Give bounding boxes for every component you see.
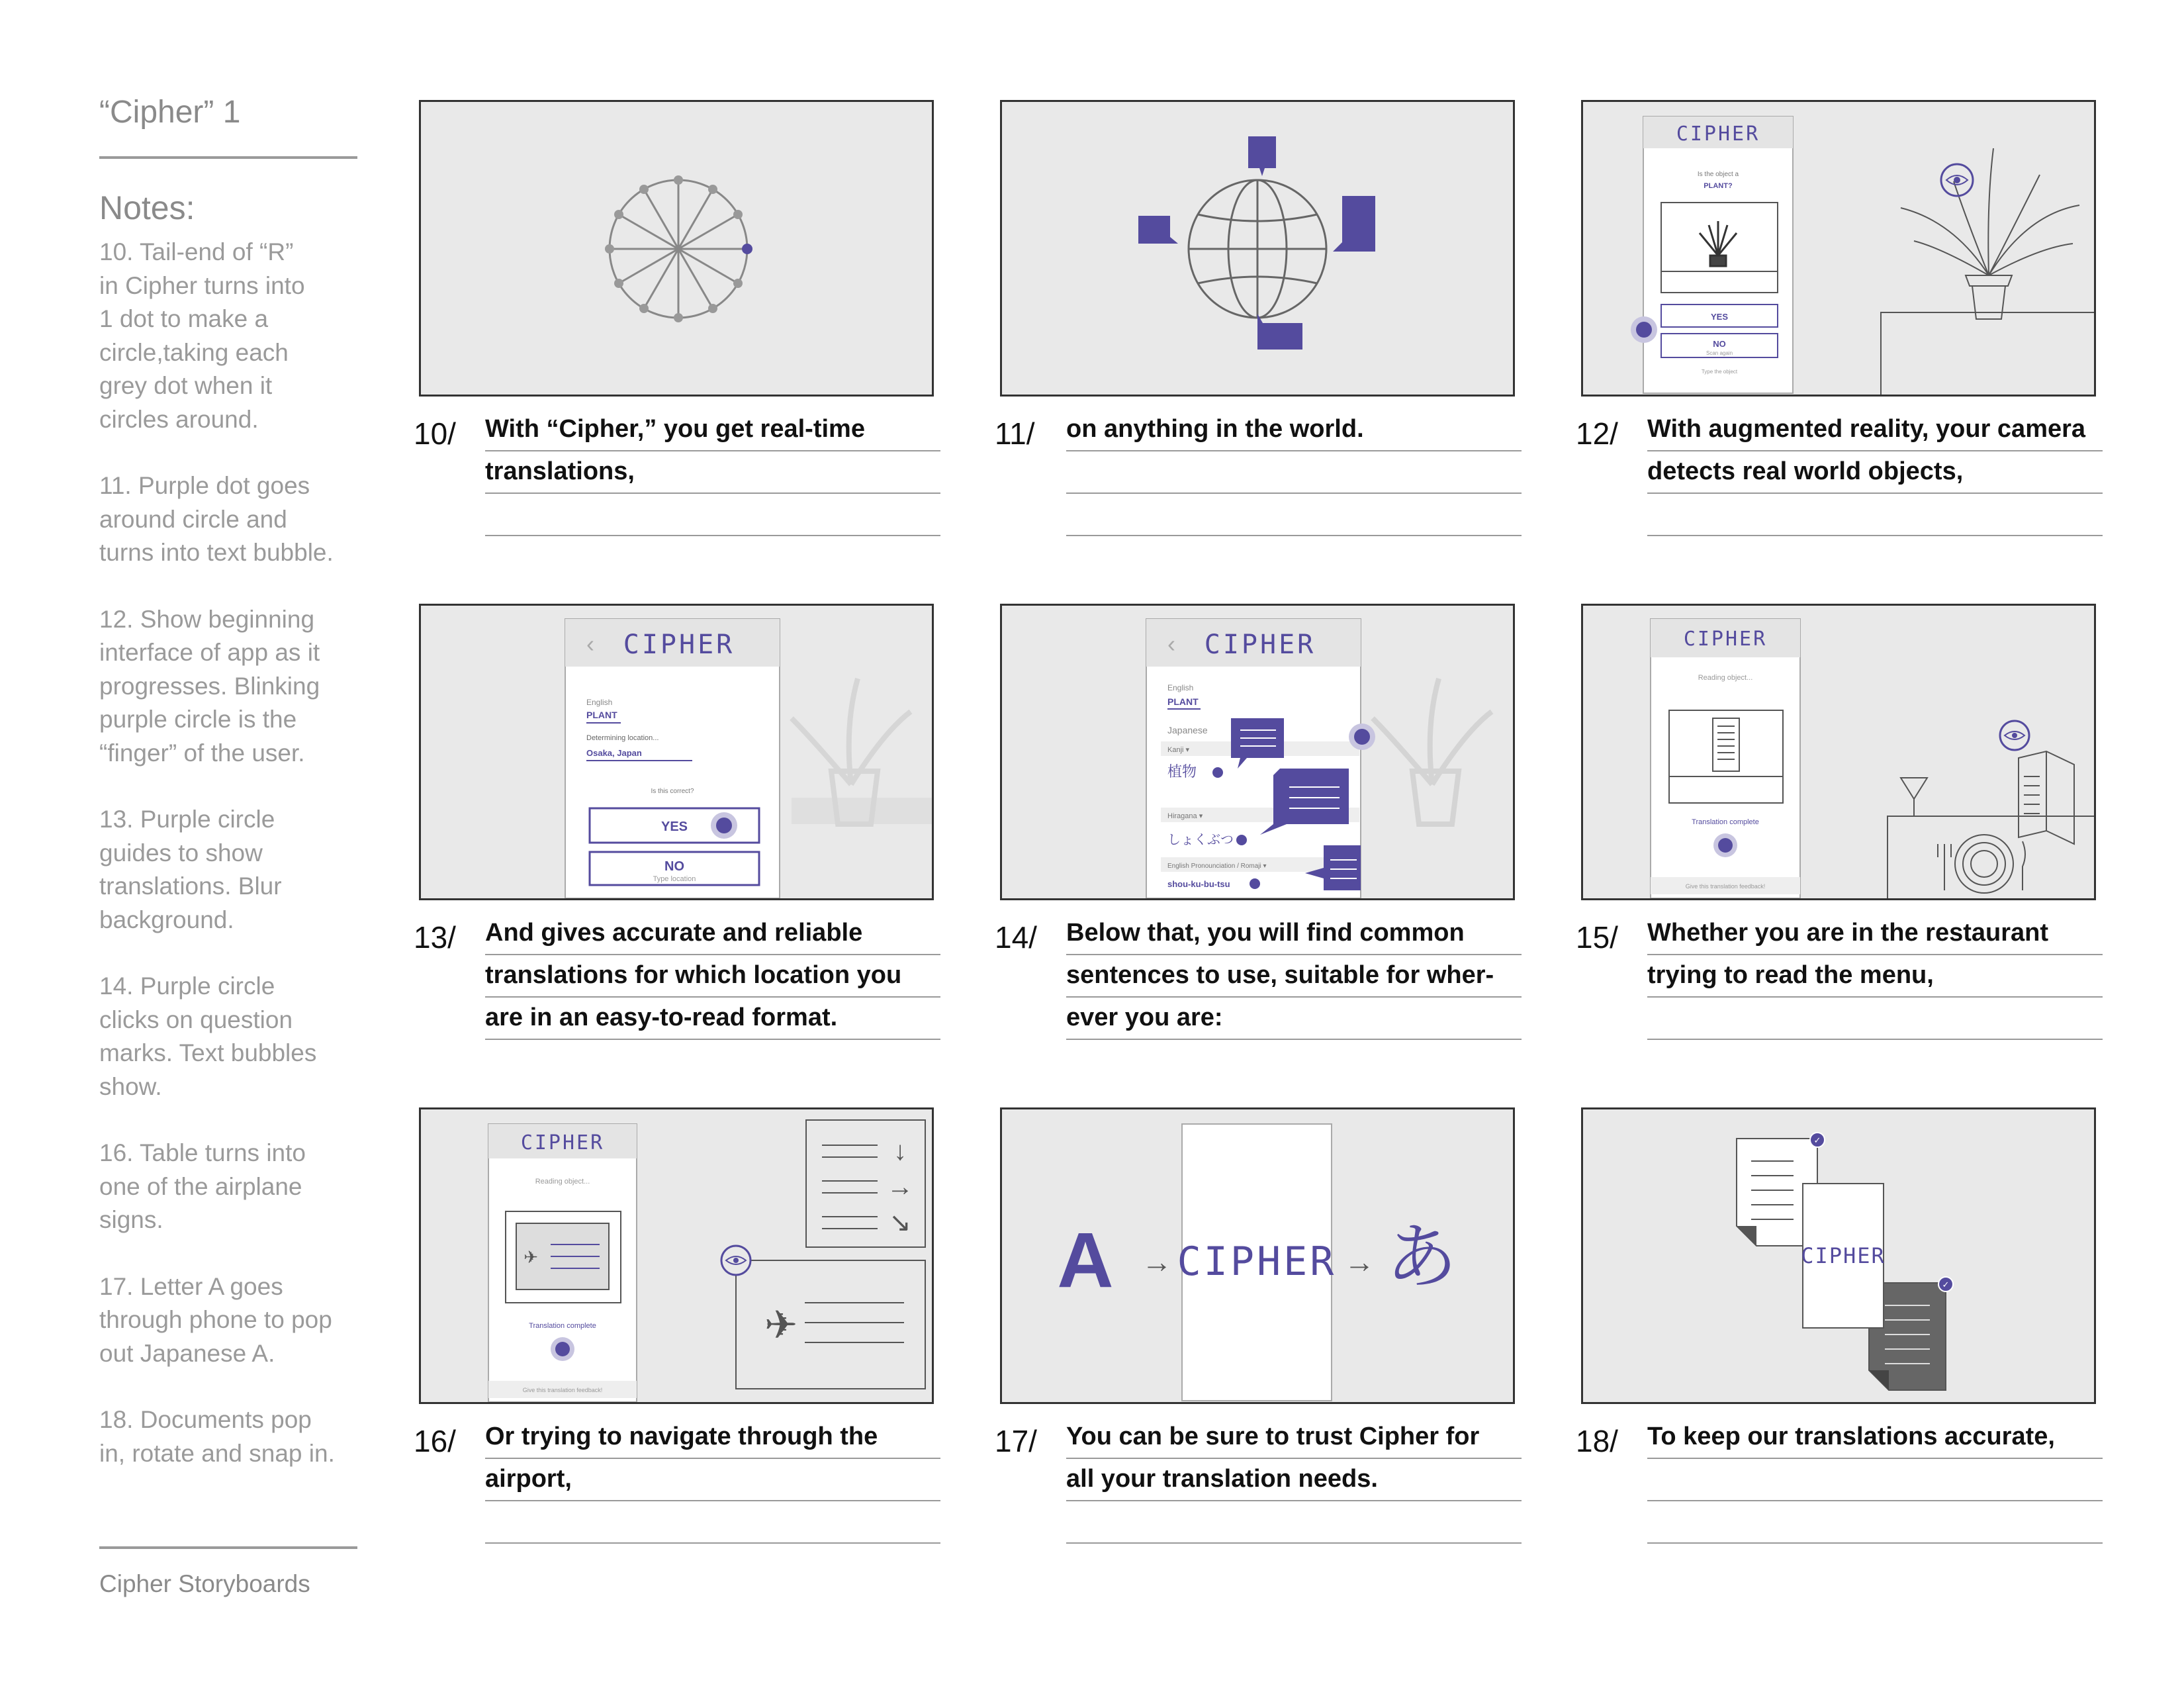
note-line: 17. Letter A goes [99,1272,283,1300]
svg-text:Type the object: Type the object [1701,369,1738,375]
frame-13-illustration [421,606,932,898]
svg-text:Translation complete: Translation complete [1692,818,1759,826]
svg-text:Give this translation feedback: Give this translation feedback! [1685,883,1766,890]
note-line: 16. Table turns into [99,1139,306,1166]
check-icon: ✓ [1813,1135,1821,1145]
frame-number: 13/ [414,920,456,955]
note-5 [99,1137,364,1237]
svg-text:しょくぶつ: しょくぶつ [1167,833,1234,847]
back-icon: ‹ [586,630,594,657]
svg-text:Kanji ▾: Kanji ▾ [1167,746,1190,754]
caption-text: You can be sure to trust Cipher for [1066,1423,1480,1450]
frame-14 [1000,604,1515,900]
caption-text: sentences to use, suitable for wher- [1066,961,1494,989]
note-line: 13. Purple circle [99,806,275,833]
svg-text:PLANT: PLANT [1167,696,1199,707]
globe [1189,180,1326,318]
frame-15 [1581,604,2096,900]
caption-rule [485,1504,940,1544]
svg-text:PLANT?: PLANT? [1704,182,1733,190]
note-2 [99,603,364,771]
svg-text:English: English [586,698,613,707]
menu-page-lines [2024,776,2040,814]
title-divider [99,156,357,159]
finger-dot [716,818,732,833]
note-line: in, rotate and snap in. [99,1439,335,1467]
cipher-logo: CIPHER [520,1131,605,1154]
note-line: through phone to pop [99,1306,332,1333]
note-line: 11. Purple dot goes [99,472,310,499]
svg-text:Determining location...: Determining location... [586,734,659,742]
svg-text:NO: NO [664,859,684,874]
caption-rule [485,496,940,536]
finger-dot [1354,729,1370,745]
note-3 [99,803,364,937]
caption-text: To keep our translations accurate, [1647,1423,2055,1450]
svg-text:Hiragana ▾: Hiragana ▾ [1167,812,1203,820]
caption-text: trying to read the menu, [1647,961,1934,989]
caption-text: detects real world objects, [1647,457,1964,485]
caption-text: on anything in the world. [1066,415,1364,443]
frame-18 [1581,1107,2096,1404]
frame-11 [1000,100,1515,397]
note-line: “finger” of the user. [99,739,305,767]
svg-text:Reading object...: Reading object... [535,1178,590,1186]
svg-text:NO: NO [1713,339,1726,349]
cipher-logo: CIPHER [623,630,735,660]
svg-text:Give this translation feedback: Give this translation feedback! [522,1387,603,1393]
note-line: turns into text bubble. [99,539,334,566]
caption-rule [1647,496,2103,536]
svg-text:植物: 植物 [1167,763,1197,780]
storyboard-title: “Cipher” 1 [99,95,241,130]
note-line: 14. Purple circle [99,972,275,1000]
caption-text: Or trying to navigate through the [485,1423,878,1450]
caption-rule [1066,1504,1522,1544]
frame-18-illustration [1583,1109,2094,1402]
arrow-right-icon: → [887,1172,913,1201]
note-6 [99,1270,364,1371]
frame-14-illustration [1002,606,1513,898]
caption-text: With “Cipher,” you get real-time [485,415,865,443]
svg-text:shou-ku-bu-tsu: shou-ku-bu-tsu [1167,879,1230,889]
svg-text:Scan again: Scan again [1706,350,1733,356]
cipher-logo: CIPHER [1683,628,1768,651]
storyboard-footer: Cipher Storyboards [99,1570,310,1597]
blurred-plant [1373,679,1492,824]
svg-text:YES: YES [660,820,688,834]
note-line: out Japanese A. [99,1339,275,1367]
camera-view [1661,203,1778,293]
frame-number: 18/ [1576,1424,1618,1458]
caption-text: airport, [485,1465,572,1493]
note-line: one of the airplane [99,1172,302,1200]
japanese-a: あ [1385,1217,1458,1297]
frame-number: 15/ [1576,920,1618,955]
note-1 [99,469,364,570]
note-7 [99,1403,364,1470]
frame-17 [1000,1107,1515,1404]
note-line: show. [99,1072,162,1100]
notes-sidebar [99,93,364,1470]
frame-number: 16/ [414,1424,456,1458]
airplane-icon: ✈ [764,1303,798,1347]
svg-text:Osaka, Japan: Osaka, Japan [586,748,642,758]
note-line: 18. Documents pop [99,1406,312,1433]
finger-dot [1718,838,1733,853]
caption-text: With augmented reality, your camera [1647,415,2086,443]
svg-text:PLANT: PLANT [586,710,617,720]
caption-text: all your translation needs. [1066,1465,1378,1493]
footer-divider [99,1546,357,1549]
frame-number: 17/ [995,1424,1037,1458]
notes-heading: Notes: [99,189,195,226]
note-line: 12. Show beginning [99,605,315,633]
svg-text:Is this correct?: Is this correct? [651,788,694,795]
caption-text: ever you are: [1066,1004,1223,1031]
frame-11-illustration [1002,102,1513,395]
svg-text:Translation complete: Translation complete [529,1322,596,1330]
svg-text:YES: YES [1710,312,1729,322]
note-line: 1 dot to make a [99,305,269,332]
frame-16-illustration [421,1109,932,1402]
frame-number: 14/ [995,920,1037,955]
svg-text:Is the object a: Is the object a [1697,171,1739,178]
note-4 [99,970,364,1103]
note-line: around circle and [99,505,287,533]
frame-10-illustration [421,102,932,395]
caption-rule [1066,496,1522,536]
note-line: guides to show [99,839,263,867]
caption-text: Whether you are in the restaurant [1647,919,2049,947]
svg-text:Type location: Type location [653,875,696,883]
restaurant-scene [1888,751,2094,898]
note-line: translations. Blur [99,872,282,900]
note-line: signs. [99,1206,163,1233]
plant-scene [1881,148,2094,395]
notes-list [99,236,364,1470]
caption-text: Below that, you will find common [1066,919,1465,947]
note-line: clicks on question [99,1006,293,1033]
note-line: circle,taking each [99,338,289,366]
caption-rule [1066,454,1522,494]
frame-12 [1581,100,2096,397]
note-line: interface of app as it [99,639,320,666]
arrow-down-icon: ↓ [893,1137,907,1166]
frame-number: 12/ [1576,416,1618,451]
frame-number: 10/ [414,416,456,451]
caption-rule [1647,1462,2103,1501]
svg-text:Japanese: Japanese [1167,725,1208,735]
frame-number: 11/ [995,416,1035,451]
caption-text: And gives accurate and reliable [485,919,863,947]
airplane-icon: ✈ [523,1247,538,1267]
dot-circle [610,180,747,318]
svg-text:English Pronounciation / Romaj: English Pronounciation / Romaji ▾ [1167,863,1267,870]
frame-12-illustration [1583,102,2094,395]
letter-a: A [1057,1217,1114,1304]
frame-15-illustration [1583,606,2094,898]
frame-16 [419,1107,934,1404]
caption-rule [1647,1504,2103,1544]
note-line: purple circle is the [99,706,297,733]
note-line: 10. Tail-end of “R” [99,238,294,265]
check-icon: ✓ [1942,1280,1950,1289]
cipher-logo: CIPHER [1801,1243,1886,1268]
caption-text: translations for which location you [485,961,902,989]
note-line: progresses. Blinking [99,672,320,700]
back-icon: ‹ [1167,630,1175,657]
cipher-logo: CIPHER [1204,630,1316,660]
cipher-logo: CIPHER [1177,1239,1337,1285]
purple-dot [742,244,752,254]
caption-rule [1647,1000,2103,1040]
finger-dot [1636,322,1652,338]
arrow-down-right-icon: ↘ [889,1208,911,1237]
svg-text:English: English [1167,683,1194,692]
note-line: background. [99,906,234,933]
caption-text: translations, [485,457,635,485]
arrow-right-icon: → [1142,1244,1172,1279]
arrow-right-icon: → [1344,1244,1375,1279]
cipher-logo: CIPHER [1676,122,1760,146]
frame-13 [419,604,934,900]
note-line: circles around. [99,405,259,433]
note-line: marks. Text bubbles [99,1039,317,1066]
svg-text:Reading object...: Reading object... [1698,674,1753,682]
caption-text: are in an easy-to-read format. [485,1004,838,1031]
blurred-plant [792,679,932,824]
frame-17-illustration [1002,1109,1513,1402]
note-0 [99,236,364,436]
note-line: grey dot when it [99,372,273,399]
frame-10 [419,100,934,397]
note-line: in Cipher turns into [99,271,305,299]
finger-dot [555,1342,570,1356]
